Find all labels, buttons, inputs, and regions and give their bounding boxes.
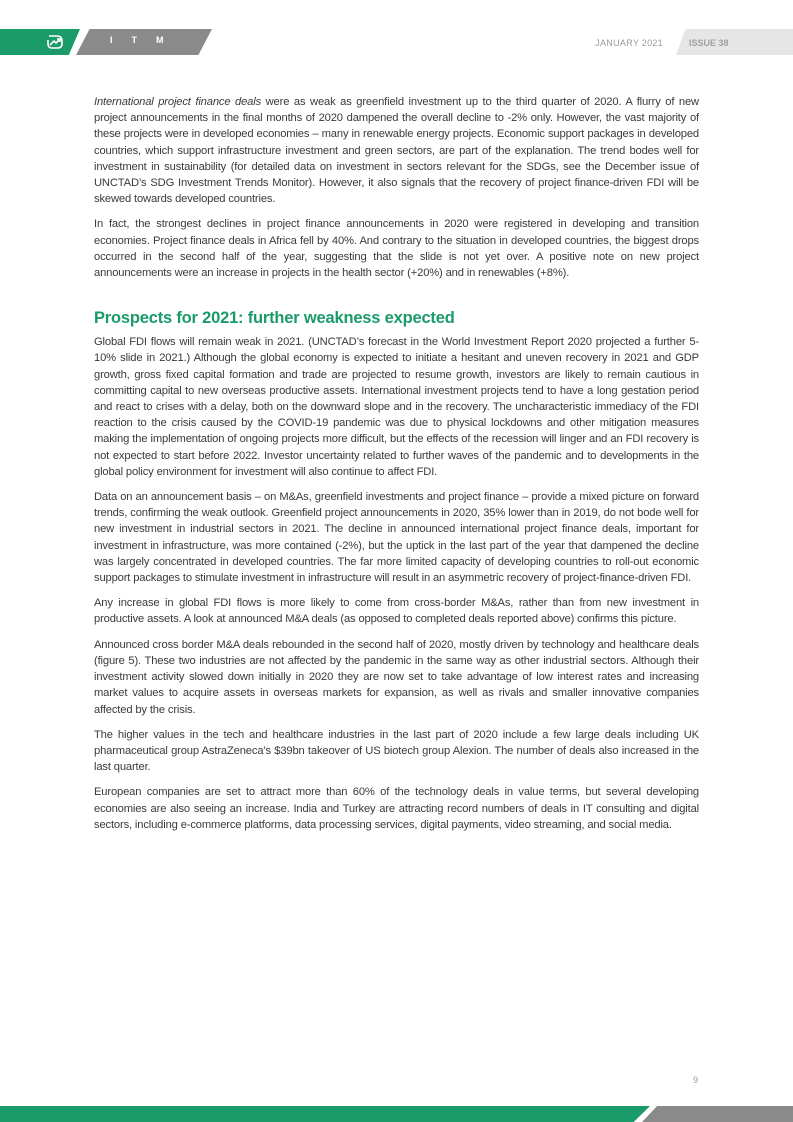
paragraph: In fact, the strongest declines in project finance announcements in 2020 were registered in developing and transition economies. Project finance deals in Africa fell by 40%. And contrary to the situation in developed countries, the biggest drops occurred in the second half of the year, suggesting that the slide is not yet over. A positive note on new project announcements were an increase in projects in the health sector (+20%) and in renewables (+8%). [94, 218, 699, 280]
issue-number: ISSUE 38 [689, 38, 729, 48]
brand-letters [110, 35, 165, 49]
footer-green-band [0, 1106, 650, 1122]
brand-letter: M [156, 35, 165, 45]
paragraph [94, 94, 699, 207]
footer-grey-band [642, 1106, 793, 1122]
article-body [94, 94, 699, 842]
paragraph: Any increase in global FDI flows is more likely to come from cross-border M&As, rather than from new investment in productive assets. A look at announced M&A deals (as opposed to completed deals reported above) confirms this picture. [94, 597, 699, 626]
paragraph: The higher values in the tech and healthcare industries in the last part of 2020 include a few large deals including UK pharmaceutical group AstraZeneca’s $39bn takeover of US biotech group Alexion. The number of deals also increased in the last quarter. [94, 728, 699, 774]
paragraph: Global FDI flows will remain weak in 2021. (UNCTAD’s forecast in the World Investment Report 2020 projected a further 5-10% slide in 2021.) Although the global economy is expected to initiate a hesitant and uneven recovery in 2021 and GDP growth, gross fixed capital formation and trade are projected to resume growth, investors are likely to remain cautious in committing capital to new overseas productive assets. International investment projects tend to have a long gestation period and react to crises with a delay, both on the downward slope and in the recovery. The uncharacteristic immediacy of the FDI reaction to the crisis caused by the COVID-19 pandemic was due to physical lockdowns and other mitigation measures making the implementation of ongoing projects more difficult, but the effects of the recession will linger and an FDI recovery is not expected to start before 2022. Investor uncertainty related to further waves of the pandemic and to developments in the global policy environment for investment will also continue to affect FDI. [94, 336, 699, 478]
paragraph: European companies are set to attract more than 60% of the technology deals in value terms, but several developing economies are also seeing an increase. India and Turkey are attracting record numbers of deals in IT consulting and digital sectors, including e-commerce platforms, data processing services, digital payments, video streaming, and social media. [94, 786, 699, 831]
paragraph: Announced cross border M&A deals rebounded in the second half of 2020, mostly driven by technology and healthcare deals (figure 5). These two industries are not affected by the pandemic in the same way as other industrial sectors. Although their investment activity slowed down initially in 2020 they are now set to take advantage of low interest rates and increasing market values to acquire assets in overseas markets for expansion, as well as rivals and smaller innovative companies affected by the crisis. [94, 638, 699, 716]
section-heading: Prospects for 2021: further weakness expected [94, 309, 455, 328]
paragraph: Data on an announcement basis – on M&As, greenfield investments and project finance – provide a mixed picture on forward trends, confirming the weak outlook. Greenfield project announcements in 2020, 35% lower than in 2019, do not bode well for new investment in industrial sectors in 2021. The decline in announced international project finance deals, important for investment in infrastructure, was more contained (-2%), but the uptick in the last part of the year that dampened the decline was largely concentrated in developed countries. The far more limited capacity of developing countries to roll-out economic support packages to stimulate investment in infrastructure will result in an asymmetric recovery of project-finance-driven FDI. [94, 491, 699, 585]
page-number: 9 [693, 1075, 699, 1085]
brand-letter: T [131, 35, 139, 45]
issue-date: JANUARY 2021 [595, 38, 663, 48]
brand-letter: I [110, 35, 114, 45]
trend-up-icon [44, 32, 66, 52]
paragraph-text: were as weak as greenfield investment up to the third quarter of 2020. A flurry of new project announcements in the final months of 2020 dampened the overall decline to -2% only. However, the vast majority of these projects were in developed economies – many in renewable energy projects. Economic support packages in developed countries, which support infrastructure investment and green sectors, are part of the explanation. The trend bodes well for investment in sustainability (for detailed data on investment in sectors relevant for the SDGs, see the December issue of UNCTAD’s SDG Investment Trends Monitor). However, it also signals that the recovery of project finance-driven FDI will be skewed towards developed countries. [94, 96, 699, 206]
paragraph-lead: International project finance deals [94, 96, 262, 108]
header-green-band [0, 29, 80, 55]
